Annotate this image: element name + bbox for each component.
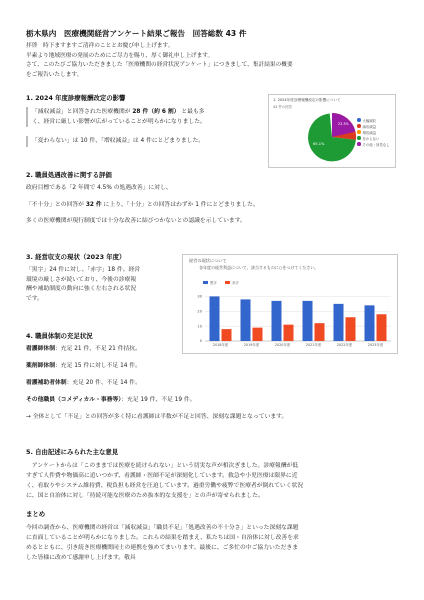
summary-line: 今回の調査から、医療機関の経営は「減収減益」「職員不足」「処遇改善の不十分さ」といった深刻な課題 [26,525,299,531]
staff-row [26,345,141,354]
legend-label: 減収減益 [362,124,377,129]
document-title: 栃木県内 医療機関経営アンケート結果ご報告 回答総数 43 件 [26,29,247,38]
section1-text: 「減収減益」と回答された医療機関が [32,109,133,115]
section5-line: に、国と自治体に対し「持続可能な医療のため抜本的な支援を」との声が寄せられました。 [26,493,264,499]
section4-heading: 4. 職員体制の充足状況 [26,332,93,340]
y-tick-label: 30 [197,294,202,299]
legend-label: 変わらない [362,136,380,141]
staff-text: ：充足 19 件、不足 19 件。 [121,397,196,403]
section5-line: く、看取りやシステム維持費、税負担も経営を圧迫しています。過重労働や疲弊で医療者が倒れていく状況 [26,483,304,489]
section2-line2 [26,201,259,210]
legend-label: 赤字 [232,281,239,285]
y-tick-label: 10 [197,324,202,329]
y-tick-label: 20 [197,309,202,314]
intro-line: 平素より地域医療の発展のためにご尽力を賜り、厚く御礼申し上げます。 [26,52,214,59]
staff-label: 薬剤師体制 [26,363,55,369]
section3-line: 環境の厳しさが続いており、今後の診療報 [26,276,137,283]
bar-surplus [272,301,282,341]
summary-line: めるとともに、引き続き医療機関同士の連携を強めてまいります。最後に、ご多忙の中ご協力いただきま [26,545,298,551]
pie-chart-subtitle: 43 件の回答 [273,105,292,109]
intro-line: をご報告いたします。 [26,71,83,78]
pie-chart-title: 1. 2024年度診療報酬改定の影響について [273,98,341,102]
section5-line: すぎて人件費や物価高に追いつかず、看護師・医師不足が深刻化しています。救急や小児医療は限界に近 [26,473,298,479]
staff-label: 看護師体制 [26,346,55,352]
bar-surplus [241,299,251,341]
section2-highlight: 32 件 [85,202,102,208]
legend-label: その他・回答なし [362,142,390,147]
bar-surplus [303,301,313,341]
section1-line3: 「変わらない」は 10 件、「増収減益」は 4 件にとどまりました。 [32,138,205,144]
staff-row [26,362,141,371]
legend-label: 大幅減収 [362,118,377,123]
x-tick-label: 2019年度 [243,343,260,347]
section3-line: 「黒字」24 件に対し、「赤字」18 件。経営 [26,267,141,273]
legend-swatch [203,281,208,284]
section5-body [26,461,303,501]
summary-heading: まとめ [26,510,46,518]
staff-label: 看護補助者体制 [26,380,67,386]
section2-text: に上り、「十分」との回答はわずか 1 件にとどまりました。 [101,202,259,208]
legend-label: 増収減益 [362,130,377,135]
section1-text: と最も多 [179,109,205,115]
bar-deficit [315,323,325,341]
x-tick-label: 2022年度 [336,343,353,347]
pie-label-large: 65.1% [313,142,325,146]
summary-body [26,523,299,563]
section5-line: アンケートからは「このままでは医療を続けられない」という切実な声が相次ぎました。診療報酬が低 [26,463,299,469]
staff-label: その他職員（コメディカル・事務等） [26,397,122,403]
intro-line: 拝啓 時下ますますご清祥のこととお慶び申し上げます。 [26,43,174,49]
section1-line1 [32,108,205,117]
bar-chart-card [182,254,398,354]
bar-chart-subtitle: 各年度の経営利益について、該当するものに○をつけてください。 [199,265,319,270]
y-tick-label: 0 [199,339,202,344]
bar-surplus [365,305,375,341]
bar-deficit [346,317,356,341]
summary-line: した皆様に改めて感謝申し上げます。敬具 [26,555,136,561]
legend-label: 黒字 [210,281,217,285]
summary-line: に直面していることが明らかになりました。これらの結果を踏まえ、私たちは国・自治体に対し改善を求 [26,535,299,541]
legend-swatch [357,124,361,128]
bar-surplus [210,296,220,341]
section2-line3: 多くの医療機関が現行制度では十分な改善に結びつかないとの認識を示しています。 [26,218,246,224]
section3-heading: 3. 経営収支の現状（2023 年度） [26,253,126,261]
pie-chart-card [268,94,396,168]
staff-row [26,396,195,405]
legend-swatch [357,136,361,140]
section3-line: 酬や補助制度の動向に強く左右される状況 [26,286,137,293]
quote-bar [26,136,28,147]
section2-line1: 政府目標である「2 年間で 4.5% の処遇改善」に対し、 [26,185,172,191]
staff-text: ：充足 20 件、不足 14 件。 [66,380,141,386]
section3-line: です。 [26,295,43,302]
staff-text: ：充足 15 件に対し不足 14 件。 [55,363,141,369]
legend-swatch [357,130,361,134]
bar-surplus [334,304,344,341]
section2-text: 「不十分」との回答が [26,202,86,208]
legend-swatch [357,118,361,122]
section3-body [26,266,140,304]
x-tick-label: 2023年度 [367,343,384,347]
x-tick-label: 2020年度 [274,343,291,347]
intro-paragraph [26,42,398,80]
section1-heading: 1. 2024 年度診療報酬改定の影響 [26,94,126,102]
bar-deficit [284,325,294,341]
section1-line2: く、経営に厳しい影響が広がっていることが明らかになりました。 [32,119,206,125]
x-tick-label: 2018年度 [212,343,229,347]
pie-legend [357,117,390,147]
bar-chart-title: 経営の現状について [189,258,227,263]
quote-bar [26,107,28,127]
bar-chart [183,255,399,355]
legend-swatch [225,281,230,284]
staff-text: ：充足 21 件、不足 21 件拮抗。 [55,346,141,352]
bar-deficit [253,328,263,341]
pie-label-mid: 23.3% [338,122,349,126]
x-tick-label: 2021年度 [305,343,322,347]
section5-heading: 5. 自由記述にみられた主な意見 [26,448,119,456]
staff-row [26,379,141,388]
section2-heading: 2. 職員処遇改善に関する評価 [26,171,112,179]
legend-item [357,141,390,147]
intro-line: さて、このたびご協力いただきました「医療機関の経営状況アンケート」につきまして、集計結果の概要 [26,62,293,69]
bar-deficit [377,314,387,341]
section4-summary: → 全体として「不足」との回答が多く特に看護師は半数が不足と回答、深刻な課題となっています。 [26,414,288,420]
legend-swatch [357,142,361,146]
section1-highlight: 28 件（約 6 割） [132,109,180,115]
bar-deficit [222,329,232,341]
